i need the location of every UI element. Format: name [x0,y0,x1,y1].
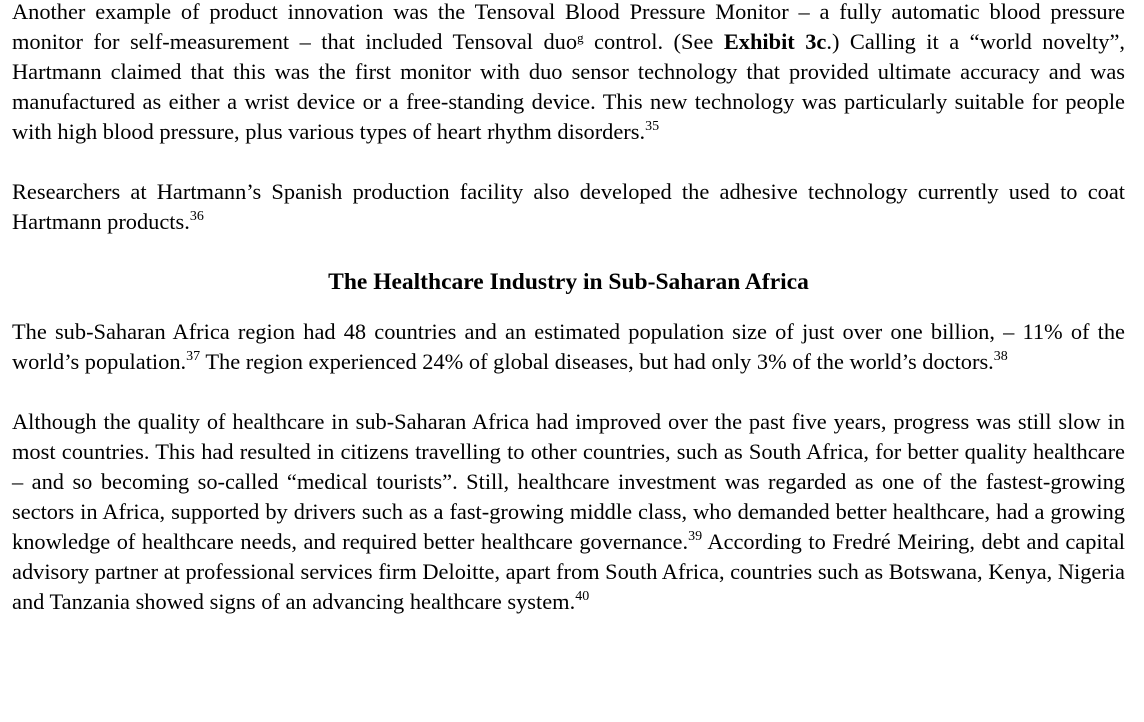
paragraph-text: Another example of product innovation was the Tensoval Blood Pressure Monitor – a fully automatic blood pressure monitor for self-measurement – that included Tensoval duo [12,0,1125,54]
paragraph-text: Researchers at Hartmann’s Spanish production facility also developed the adhesive technology currently used to coat Hartmann products. [12,179,1125,234]
paragraph-tensoval [12,0,1125,147]
paragraph-text: .) Calling it a “world novelty”, Hartmann claimed that this was the first monitor with duo sensor technology that provided ultimate accuracy and was manufactured as either a wrist device or a free-standing device. This new technology was particularly suitable for people with high blood pressure, plus various types of heart rhythm disorders. [12,29,1125,144]
footnote-marker: 38 [993,349,1008,364]
paragraph-spacer [12,297,1125,317]
paragraph-text: According to Fredré Meiring, debt and capital advisory partner at professional services firm Deloitte, apart from South Africa, countries such as Botswana, Kenya, Nigeria and Tanzania showed signs of an advancing healthcare system. [12,529,1126,614]
paragraph-spacer [12,377,1125,407]
paragraph-text: Although the quality of healthcare in sub-Saharan Africa had improved over the past five years, progress was still slow in most countries. This had resulted in citizens travelling to other countries, such as South Africa, for better quality healthcare – and so becoming so-called “medical tourists”. Still, healthcare investment was regarded as one of the fastest-growing sectors in Africa, supported by drivers such as a fast-growing middle class, who demanded better healthcare, had a growing knowledge of healthcare needs, and required better healthcare governance. [12,409,1125,554]
footnote-marker: 37 [186,349,201,364]
paragraph-spacer [12,237,1125,267]
superscript-g: g [577,30,584,45]
paragraph-text: The sub-Saharan Africa region had 48 countries and an estimated population size of just over one billion, – 11% of the world’s population. [12,319,1125,374]
section-heading: The Healthcare Industry in Sub-Saharan Africa [328,269,809,295]
paragraph-region-stats [12,317,1125,377]
footnote-marker: 35 [645,119,660,134]
paragraph-text: The region experienced 24% of global diseases, but had only 3% of the world’s doctors. [200,349,994,374]
paragraph-spacer [12,147,1125,177]
exhibit-reference: Exhibit 3c [723,29,827,54]
footnote-marker: 36 [189,209,204,224]
footnote-marker: 40 [575,589,590,604]
paragraph-spanish-facility [12,177,1125,237]
document-page [12,0,1125,617]
footnote-marker: 39 [688,529,703,544]
paragraph-healthcare-quality [12,407,1125,617]
paragraph-text: control. (See [583,29,724,54]
